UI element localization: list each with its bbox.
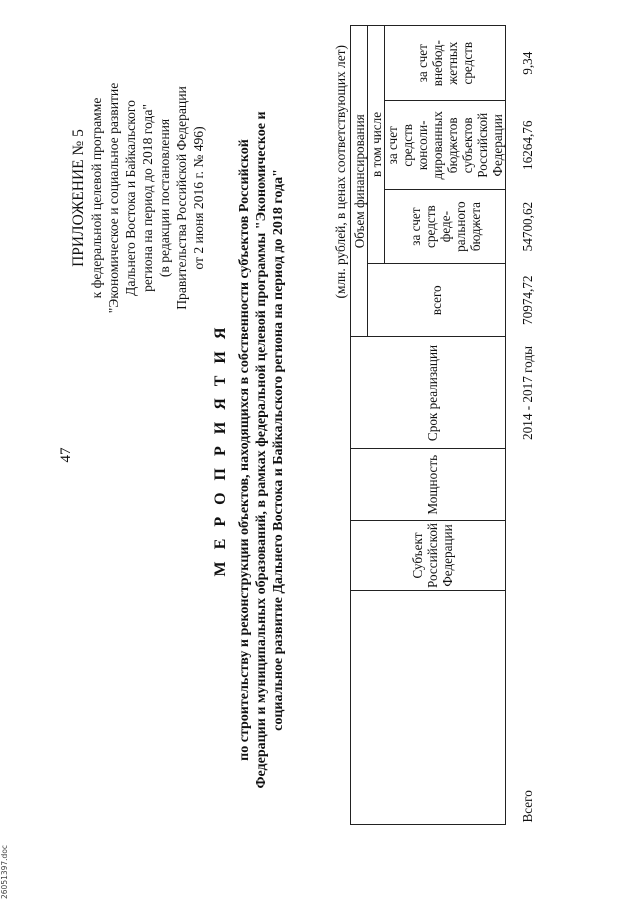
header-period-top: [351, 337, 360, 449]
total-federal: 54700,62: [519, 201, 535, 252]
total-label: Всего: [519, 790, 535, 823]
table-row: [506, 26, 545, 825]
appendix-line: к федеральной целевой программе: [89, 97, 104, 299]
heading-line: социальное развитие Дальнего Востока и Байкальского региона на период до 2018 года": [271, 169, 286, 731]
heading-line: по строительству и реконструкции объектов, находящихся в собственности субъектов Российской: [237, 139, 252, 761]
total-extrabudget: 9,34: [519, 51, 535, 75]
header-funding: Объем финансирования: [351, 26, 368, 338]
header-empty-cell: [351, 591, 506, 825]
header-consolidated: за счет средств консоли- дированных бюджетов субъектов Российской Федерации: [385, 101, 506, 190]
heading-line: Федерации и муниципальных образований, в рамках федеральной целевой программы "Экономическое и: [254, 111, 269, 789]
header-total: всего: [368, 263, 506, 337]
header-including: в том числе: [368, 26, 385, 264]
appendix-line: региона на период до 2018 года": [140, 104, 155, 292]
total-sum: 70974,72: [519, 275, 535, 325]
header-capacity-top: [351, 449, 360, 521]
total-consolidated: 16264,76: [519, 120, 535, 171]
total-subject-cell: [506, 521, 545, 591]
units-note: (млн. рублей, в ценах соответствующих лет): [333, 45, 348, 299]
document-heading: [212, 45, 287, 855]
appendix-line: Дальнего Востока и Байкальского: [123, 100, 138, 296]
appendix-line: Правительства Российской Федерации: [174, 86, 189, 310]
appendix-block: [70, 38, 207, 358]
header-period: Срок реализации: [359, 337, 506, 449]
header-extrabudget: за счет внебюд- жетных средств: [385, 26, 506, 101]
appendix-title: ПРИЛОЖЕНИЕ № 5: [70, 129, 87, 267]
page-number: 47: [58, 447, 74, 463]
header-capacity: Мощность: [359, 449, 506, 521]
appendix-line: (в редакции постановления: [157, 118, 172, 278]
header-subject: Субъект Российской Федерации: [359, 521, 506, 591]
total-capacity-cell: [506, 449, 545, 521]
appendix-line: от 2 июня 2016 г. № 496): [191, 126, 206, 270]
total-period: 2014 - 2017 годы: [519, 346, 535, 440]
header-federal: за счет средств феде- рального бюджета: [385, 190, 506, 264]
appendix-line: "Экономическое и социальное развитие: [106, 82, 121, 314]
doc-reference: 26051397.doc: [0, 844, 9, 899]
heading-title: М Е Р О П Р И Я Т И Я: [212, 323, 229, 577]
header-subject-top: [351, 521, 360, 591]
funding-table: [350, 25, 544, 825]
